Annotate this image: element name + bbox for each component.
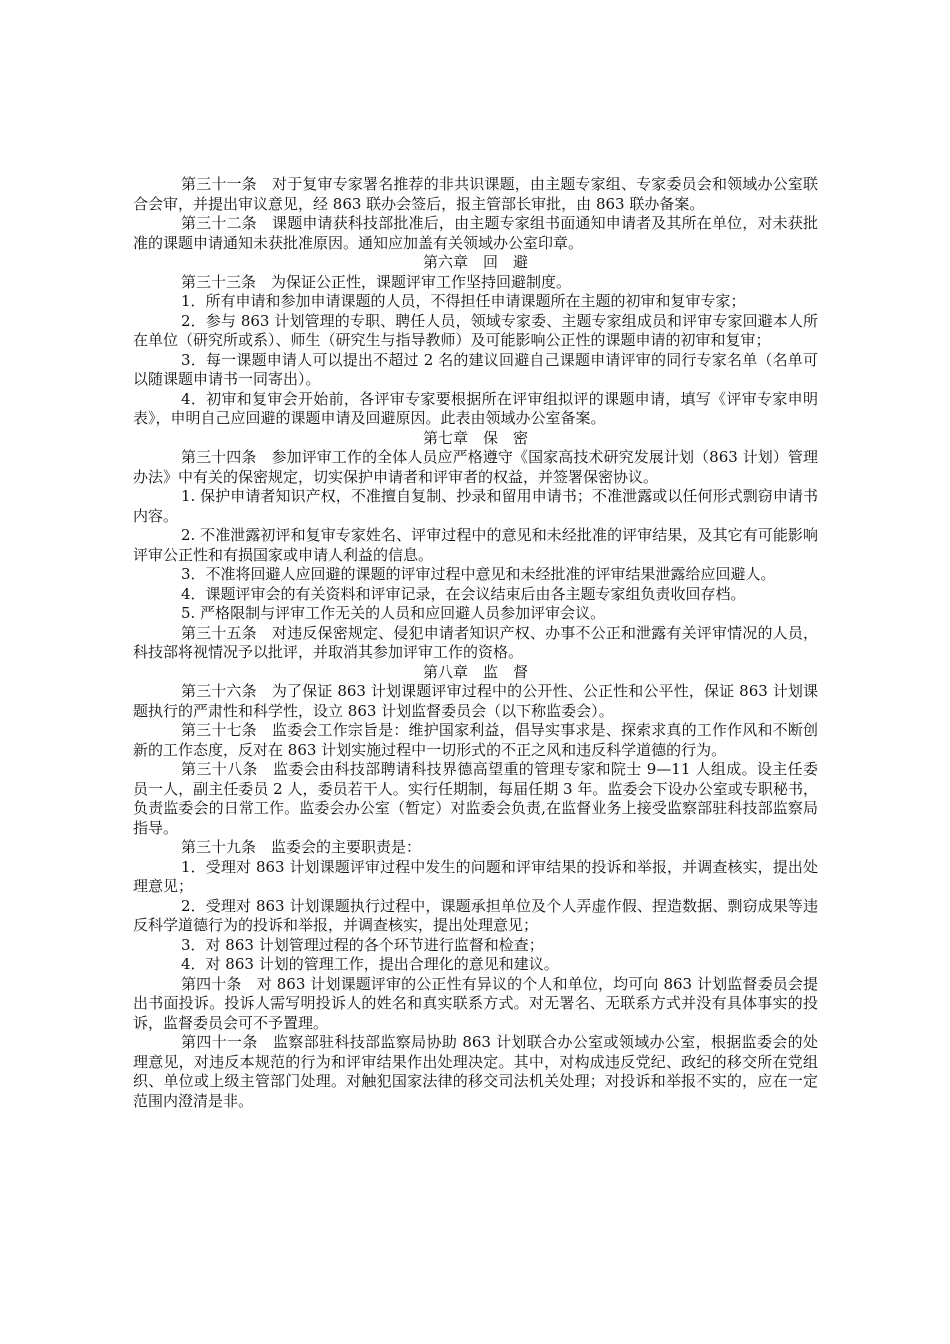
article-35: 第三十五条 对违反保密规定、侵犯申请者知识产权、办事不公正和泄露有关评审情况的人员，科技部将视情况予以批评，并取消其参加评审工作的资格。	[133, 623, 818, 661]
article-34: 第三十四条 参加评审工作的全体人员应严格遵守《国家高技术研究发展计划（863 计划）管理办法》中有关的保密规定，切实保护申请者和评审者的权益，并签署保密协议。	[133, 448, 818, 486]
article-40: 第四十条 对 863 计划课题评审的公正性有异议的个人和单位，均可向 863 计划监督委员会提出书面投诉。投诉人需写明投诉人的姓名和真实联系方式。对无署名、无联系方式并没有具体事实的投诉，监督委员会可不予置理。	[133, 974, 818, 1032]
article-39-item-4: 4．对 863 计划的管理工作，提出合理化的意见和建议。	[181, 955, 559, 973]
document-body	[133, 175, 818, 1111]
article-39-item-1: 1．受理对 863 计划课题评审过程中发生的问题和评审结果的投诉和举报，并调查核实，提出处理意见；	[133, 857, 818, 895]
article-33: 第三十三条 为保证公正性，课题评审工作坚持回避制度。	[181, 272, 572, 291]
article-39: 第三十九条 监委会的主要职责是：	[181, 838, 422, 856]
article-34-item-2: 2. 不准泄露初评和复审专家姓名、评审过程中的意见和未经批准的评审结果，及其它有可能影响评审公正性和有损国家或申请人利益的信息。	[133, 526, 818, 564]
article-33-item-3: 3．每一课题申请人可以提出不超过 2 名的建议回避自己课题申请评审的同行专家名单（名单可以随课题申请书一同寄出）。	[133, 350, 818, 388]
article-39-item-3: 3．对 863 计划管理过程的各个环节进行监督和检查；	[181, 935, 544, 954]
chapter-8-heading: 第八章 监 督	[422, 662, 528, 681]
article-36: 第三十六条 为了保证 863 计划课题评审过程中的公开性、公正性和公平性，保证 863 计划课题执行的严肃性和科学性，设立 863 计划监督委员会（以下称监委会）。	[133, 682, 818, 720]
article-34-item-3: 3．不准将回避人应回避的课题的评审过程中意见和未经批准的评审结果泄露给应回避人。	[181, 565, 776, 583]
article-37: 第三十七条 监委会工作宗旨是：维护国家利益，倡导实事求是、探索求真的工作作风和不断创新的工作态度，反对在 863 计划实施过程中一切形式的不正之风和违反科学道德的行为。	[133, 721, 818, 759]
article-38: 第三十八条 监委会由科技部聘请科技界德高望重的管理专家和院士 9—11 人组成。设主任委员一人，副主任委员 2 人，委员若干人。实行任期制，每届任期 3 年。监委会下设办公室或专职秘书，负责监委会的日常工作。监委会办公室（暂定）对监委会负责,在监督业务上接受监察部驻科技部监察局指导。	[133, 760, 818, 837]
article-33-item-1: 1．所有申请和参加申请课题的人员，不得担任申请课题所在主题的初审和复审专家；	[181, 292, 746, 310]
article-32: 第三十二条 课题申请获科技部批准后，由主题专家组书面通知申请者及其所在单位，对未获批准的课题申请通知未获批准原因。通知应加盖有关领域办公室印章。	[133, 214, 818, 252]
chapter-7-heading: 第七章 保 密	[422, 428, 528, 447]
chapter-6-heading: 第六章 回 避	[422, 253, 528, 271]
article-34-item-5: 5. 严格限制与评审工作无关的人员和应回避人员参加评审会议。	[181, 604, 606, 622]
article-31: 第三十一条 对于复审专家署名推荐的非共识课题，由主题专家组、专家委员会和领域办公室联合会审，并提出审议意见，经 863 联办会签后，报主管部长审批，由 863 联办备案。	[133, 175, 818, 213]
article-39-item-2: 2．受理对 863 计划课题执行过程中，课题承担单位及个人弄虚作假、捏造数据、剽窃成果等违反科学道德行为的投诉和举报，并调查核实，提出处理意见；	[133, 896, 818, 934]
article-41: 第四十一条 监察部驻科技部监察局协助 863 计划联合办公室或领域办公室，根据监委会的处理意见，对违反本规范的行为和评审结果作出处理决定。其中，对构成违反党纪、政纪的移交所在党组织、单位或上级主管部门处理。对触犯国家法律的移交司法机关处理；对投诉和举报不实的，应在一定范围内澄清是非。	[133, 1033, 818, 1110]
article-33-item-4: 4．初审和复审会开始前，各评审专家要根据所在评审组拟评的课题申请，填写《评审专家申明表》，申明自己应回避的课题申请及回避原因。此表由领域办公室备案。	[133, 389, 818, 427]
article-34-item-4: 4．课题评审会的有关资料和评审记录，在会议结束后由各主题专家组负责收回存档。	[181, 584, 746, 603]
article-33-item-2: 2．参与 863 计划管理的专职、聘任人员，领域专家委、主题专家组成员和评审专家回避本人所在单位（研究所或系）、师生（研究生与指导教师）及可能影响公正性的课题申请的初审和复审；	[133, 311, 818, 349]
article-34-item-1: 1. 保护申请者知识产权，不准擅自复制、抄录和留用申请书；不准泄露或以任何形式剽窃申请书内容。	[133, 487, 818, 525]
